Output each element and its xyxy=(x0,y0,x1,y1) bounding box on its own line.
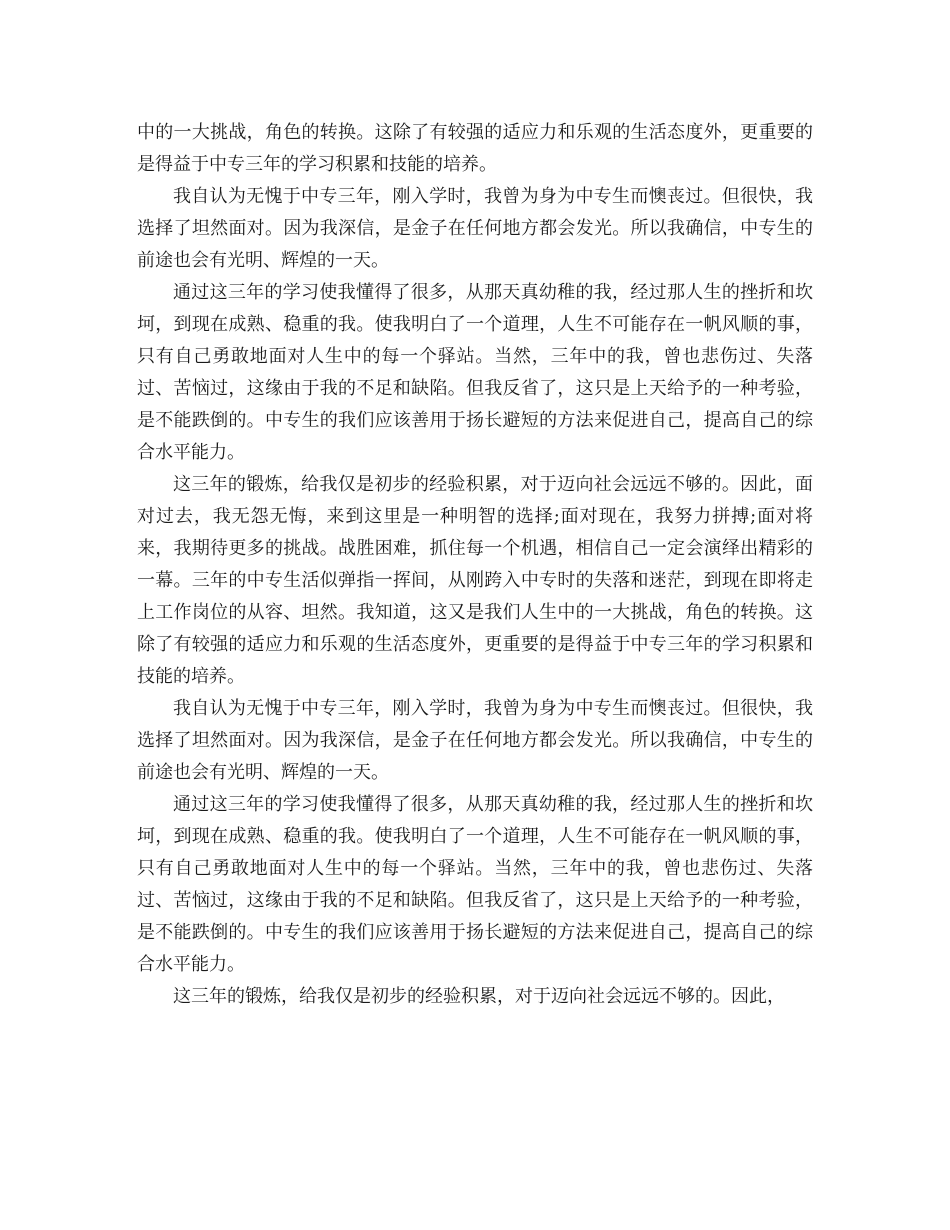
paragraph: 这三年的锻炼，给我仅是初步的经验积累，对于迈向社会远远不够的。因此， xyxy=(173,986,785,1007)
document-body xyxy=(137,117,813,1013)
paragraph: 我自认为无愧于中专三年，刚入学时，我曾为身为中专生而懊丧过。但很快，我选择了坦然面对。因为我深信，是金子在任何地方都会发光。所以我确信，中专生的前途也会有光明、辉煌的一天。 xyxy=(137,698,813,783)
paragraph: 通过这三年的学习使我懂得了很多，从那天真幼稚的我，经过那人生的挫折和坎坷，到现在成熟、稳重的我。使我明白了一个道理，人生不可能存在一帆风顺的事，只有自己勇敢地面对人生中的每一个驿站。当然，三年中的我，曾也悲伤过、失落过、苦恼过，这缘由于我的不足和缺陷。但我反省了，这只是上天给予的一种考验，是不能跌倒的。中专生的我们应该善用于扬长避短的方法来促进自己，提高自己的综合水平能力。 xyxy=(137,794,813,975)
paragraph: 通过这三年的学习使我懂得了很多，从那天真幼稚的我，经过那人生的挫折和坎坷，到现在成熟、稳重的我。使我明白了一个道理，人生不可能存在一帆风顺的事，只有自己勇敢地面对人生中的每一个驿站。当然，三年中的我，曾也悲伤过、失落过、苦恼过，这缘由于我的不足和缺陷。但我反省了，这只是上天给予的一种考验，是不能跌倒的。中专生的我们应该善用于扬长避短的方法来促进自己，提高自己的综合水平能力。 xyxy=(137,282,813,463)
paragraph-continuation: 中的一大挑战，角色的转换。这除了有较强的适应力和乐观的生活态度外，更重要的是得益于中专三年的学习积累和技能的培养。 xyxy=(137,122,813,175)
paragraph: 这三年的锻炼，给我仅是初步的经验积累，对于迈向社会远远不够的。因此，面对过去，我无怨无悔，来到这里是一种明智的选择;面对现在，我努力拼搏;面对将来，我期待更多的挑战。战胜困难，抓住每一个机遇，相信自己一定会演绎出精彩的一幕。三年的中专生活似弹指一挥间，从刚跨入中专时的失落和迷茫，到现在即将走上工作岗位的从容、坦然。我知道，这又是我们人生中的一大挑战，角色的转换。这除了有较强的适应力和乐观的生活态度外，更重要的是得益于中专三年的学习积累和技能的培养。 xyxy=(137,474,813,687)
paragraph: 我自认为无愧于中专三年，刚入学时，我曾为身为中专生而懊丧过。但很快，我选择了坦然面对。因为我深信，是金子在任何地方都会发光。所以我确信，中专生的前途也会有光明、辉煌的一天。 xyxy=(137,186,813,271)
